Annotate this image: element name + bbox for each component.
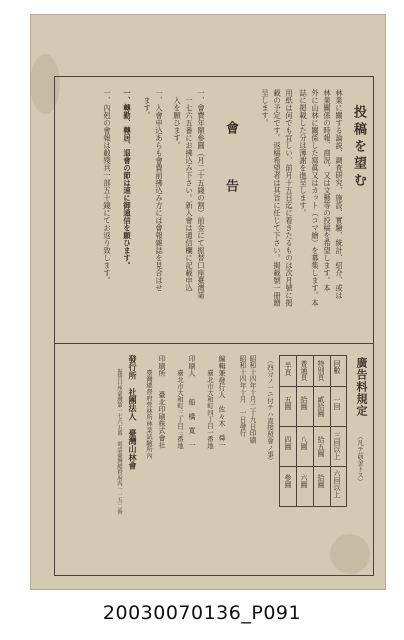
notice-item: 一、內剋の會報は敝殘共一部五十錢にてお返り致します。 [103, 89, 112, 284]
ad-rates-subtitle: （凡テ前金トス） [356, 433, 364, 485]
table-cell: 拾圓 [317, 474, 325, 488]
contribution-line: 外に山林に關係した寫眞又はカット（コマ繪）を募集します。本 [311, 89, 320, 307]
contribution-line: 用紙は何でも宜しい、前月十五日迄に着きたるものは次月號に掲 [285, 89, 294, 307]
colophon-address: 臺北市大和町三丁目三番地 [176, 363, 184, 449]
colophon-publisher: 發行所 社團法人 臺灣山林會 [128, 355, 138, 470]
table-cell: 普通頁 [300, 360, 308, 381]
table-cell: 六圓 [300, 474, 308, 488]
content-frame [54, 76, 374, 576]
table-header: 回數 [333, 360, 341, 374]
table-cell: 八圓 [300, 436, 308, 450]
contribution-line: 呈します。 [261, 89, 270, 127]
colophon-printing-office: 印刷所 臺北印刷株式會社 [158, 355, 166, 449]
colophon-date: 昭和十四年十月二十九日印刷 [248, 355, 256, 444]
contribution-line: 載の予定です。返稿希望者は其旨に任じて下さい。掲載號一冊贈 [273, 89, 282, 307]
notice-title: 會 告 [223, 121, 238, 208]
colophon-contact: 振替口座臺灣第一七六五番 電話臺灣總督府內一一五二番 [116, 363, 122, 515]
table-cell: 半頁 [284, 362, 292, 376]
ad-rates-title: 廣告料規定 [355, 357, 368, 417]
contribution-line: 林業關係の時報、商況、又は文藝等の投稿を希望します。本 [323, 89, 332, 292]
colophon-date: 昭和十四年十月 一日發行 [238, 355, 246, 437]
notice-item: ます。 [143, 89, 152, 119]
section-divider [55, 343, 373, 344]
ad-rates-table [279, 355, 347, 507]
document-page [30, 14, 386, 590]
table-cell: 參圓 [284, 474, 292, 488]
table-cell: 特別頁 [317, 360, 325, 381]
colophon-editor: 編輯兼發行人 佐々木 舜一 [218, 355, 226, 449]
table-cell: 四圓 [284, 436, 292, 450]
table-header: 三回以上 [333, 432, 341, 460]
notice-item: 一、入會申込あらも會費前拂込み方には會報雜誌を見合はせ [155, 89, 164, 292]
image-caption: 20030070136_P091 [102, 602, 302, 624]
table-cell: 貳拾圓 [317, 396, 325, 417]
ad-rates-note: （四分ノ一ニ付テハ直接照會ノ事） [266, 357, 274, 465]
notice-item: 一、轉勤、轉居、退會の節は速に御通信を願ひます。 [123, 89, 132, 269]
table-header: 一回 [333, 396, 341, 410]
notice-item: 入を願ひます。 [173, 89, 182, 149]
colophon-address: 臺灣總督府營林所林業試驗所內 [145, 363, 152, 459]
notice-item: 一七六五番にお拂込み下さい。新入會は通信欄に記載申込 [185, 89, 194, 292]
colophon-address: 臺北市大和町四丁目一番地 [206, 363, 214, 449]
table-cell: 拾五圓 [317, 436, 325, 457]
table-header: 六回以上 [333, 470, 341, 498]
contribution-line: 林業に關する論説、調査研究、施設、實驗、統計、紹介、或は [335, 89, 344, 299]
table-cell: 拾圓 [300, 396, 308, 410]
notice-item: 一、會費年額參圓（月二十五錢の割）前金にて振替口座臺灣第 [197, 89, 206, 299]
table-cell: 五圓 [284, 396, 292, 410]
contribution-line: 誌に掲載した分は薄謝を進呈します。 [299, 89, 308, 217]
contribution-title: 投稿を望む [351, 105, 366, 190]
colophon-printer: 印刷人 船 橋 寬 一 [188, 355, 196, 449]
